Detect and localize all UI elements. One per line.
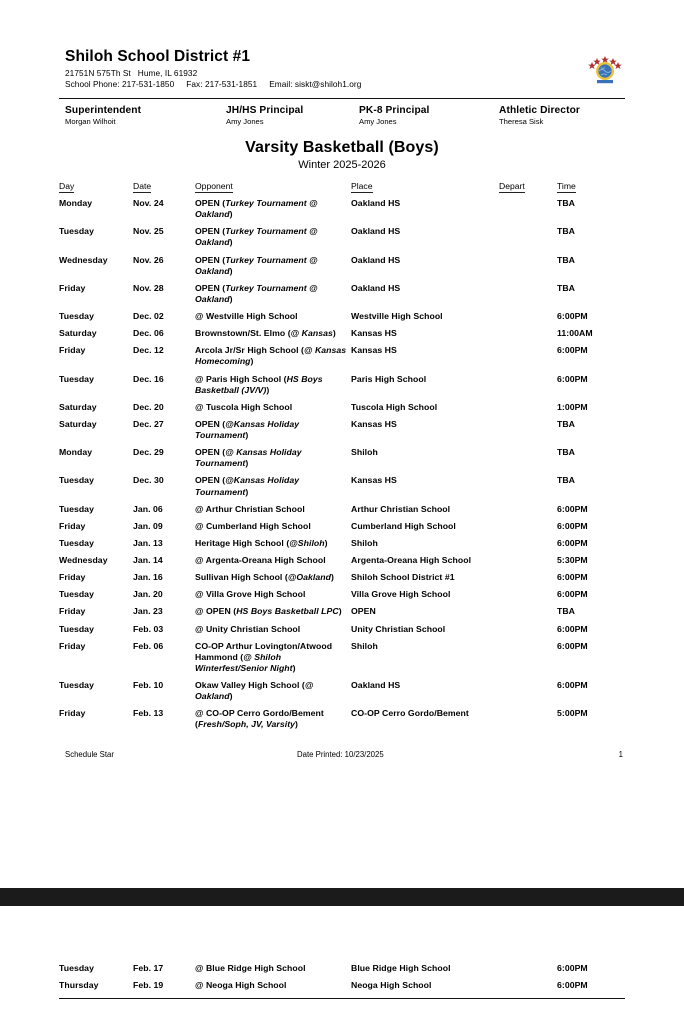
cell-place: Westville High School — [351, 311, 443, 321]
cell-day: Friday — [59, 282, 86, 293]
cell-place: Oakland HS — [351, 254, 401, 265]
opponent-name: OPEN ( — [195, 447, 226, 458]
table-row — [59, 195, 625, 223]
opponent-note-close: ) — [245, 430, 249, 440]
opponent-note: HS Boys Basketball LPC — [236, 606, 339, 617]
title-block — [59, 139, 625, 171]
table-row — [59, 342, 625, 370]
opponent-note: @Kansas Holiday Tournament — [195, 418, 300, 440]
cell-time: TBA — [557, 447, 576, 458]
table-row — [59, 472, 625, 500]
table-row — [59, 705, 625, 733]
district-name: Shiloh School District #1 — [65, 48, 251, 65]
cell-day: Tuesday — [59, 226, 94, 237]
cell-depart — [499, 399, 557, 416]
cell-date: Nov. 24 — [133, 198, 164, 208]
cell-opponent — [195, 603, 351, 620]
cell-date: Feb. 06 — [133, 640, 164, 651]
cell-depart — [499, 416, 557, 444]
cell-depart — [499, 977, 557, 994]
table-row — [59, 960, 625, 977]
opponent-note-close: ) — [245, 486, 249, 497]
cell-time: TBA — [557, 606, 576, 617]
cell-time: TBA — [557, 254, 576, 265]
opponent-note-close: ) — [250, 356, 254, 367]
cell-day: Tuesday — [59, 503, 94, 514]
cell-time: 6:00PM — [557, 345, 588, 356]
cell-place: Kansas HS — [351, 418, 397, 429]
cell-place: Oakland HS — [351, 198, 401, 208]
staff-superintendent — [65, 105, 226, 126]
cell-place: Shiloh — [351, 640, 378, 651]
cell-date: Dec. 06 — [133, 328, 164, 339]
opponent-note-close: ) — [229, 209, 233, 220]
opponent-name: Arcola Jr/Sr High School ( — [195, 345, 304, 356]
letterhead — [59, 0, 625, 99]
cell-time: 6:00PM — [557, 373, 588, 384]
cell-day: Friday — [59, 640, 86, 651]
table-row — [59, 399, 625, 416]
opponent-note: Turkey Tournament @ Oakland — [195, 254, 318, 276]
opponent-note-close: ) — [338, 606, 342, 617]
cell-date: Dec. 29 — [133, 447, 164, 458]
table-row — [59, 638, 625, 677]
opponent-name: OPEN ( — [195, 475, 226, 486]
cell-date: Jan. 23 — [133, 606, 163, 617]
cell-place: Oakland HS — [351, 226, 401, 237]
cell-date: Feb. 17 — [133, 963, 164, 973]
cell-place: Shiloh — [351, 537, 378, 548]
cell-place: Argenta-Oreana High School — [351, 555, 472, 565]
opponent-name: OPEN ( — [195, 282, 226, 293]
cell-date: Dec. 27 — [133, 418, 164, 429]
table-row — [59, 621, 625, 638]
opponent-note: @Oakland — [287, 572, 331, 583]
cell-day: Tuesday — [59, 475, 94, 486]
cell-day: Thursday — [59, 980, 99, 991]
cell-place: Arthur Christian School — [351, 503, 451, 514]
opponent-note: @ Kansas — [290, 328, 333, 339]
opponent-note: @ Shiloh Winterfest/Senior Night — [195, 651, 293, 673]
opponent-note-close: ) — [330, 572, 334, 583]
cell-date: Jan. 20 — [133, 589, 163, 600]
cell-opponent — [195, 280, 351, 308]
cell-time: 6:00PM — [557, 520, 588, 531]
cell-place: Kansas HS — [351, 345, 397, 356]
opponent-note-close: ) — [324, 537, 328, 548]
footer-page-number: 1 — [618, 749, 623, 759]
table-row — [59, 416, 625, 444]
cell-depart — [499, 371, 557, 399]
column-header-time: Time — [557, 181, 576, 191]
cell-day: Tuesday — [59, 589, 94, 600]
table-row — [59, 586, 625, 603]
cell-depart — [499, 280, 557, 308]
table-row — [59, 444, 625, 472]
page-separator-band — [0, 888, 684, 906]
cell-depart — [499, 518, 557, 535]
opponent-note: Turkey Tournament @ Oakland — [195, 198, 318, 220]
cell-depart — [499, 472, 557, 500]
cell-date: Dec. 30 — [133, 475, 164, 486]
cell-date: Jan. 16 — [133, 572, 163, 583]
opponent-name: CO-OP Arthur Lovington/Atwood Hammond ( — [195, 640, 333, 662]
cell-day: Tuesday — [59, 623, 94, 634]
table-row — [59, 308, 625, 325]
staff-title: Superintendent — [65, 105, 142, 116]
opponent-note-close: ) — [229, 691, 233, 702]
cell-opponent — [195, 960, 351, 977]
table-row — [59, 603, 625, 620]
cell-day: Wednesday — [59, 254, 108, 265]
column-header-date: Date — [133, 181, 152, 191]
opponent-note: @ Kansas Holiday Tournament — [195, 447, 302, 469]
opponent-name: @ Argenta-Oreana High School — [195, 555, 326, 565]
opponent-note-close: ) — [332, 328, 336, 339]
cell-date: Dec. 20 — [133, 401, 164, 412]
table-row — [59, 977, 625, 994]
cell-place: Oakland HS — [351, 282, 401, 293]
cell-date: Nov. 28 — [133, 282, 164, 293]
cell-time: TBA — [557, 198, 576, 208]
cell-time: TBA — [557, 475, 576, 486]
opponent-name: @ OPEN ( — [195, 606, 237, 617]
cell-day: Tuesday — [59, 963, 94, 973]
staff-row — [59, 105, 625, 126]
opponent-name: @ Westville High School — [195, 311, 298, 321]
cell-opponent — [195, 416, 351, 444]
cell-opponent — [195, 705, 351, 733]
opponent-name: Okaw Valley High School ( — [195, 680, 305, 690]
cell-depart — [499, 444, 557, 472]
cell-time: 6:00PM — [557, 640, 588, 651]
cell-time: TBA — [557, 282, 576, 293]
cell-opponent — [195, 569, 351, 586]
cell-time: 11:00AM — [557, 328, 593, 339]
cell-day: Friday — [59, 345, 86, 356]
table-row — [59, 280, 625, 308]
cell-place: CO-OP Cerro Gordo/Bement — [351, 708, 469, 719]
cell-day: Saturday — [59, 401, 97, 412]
cell-opponent — [195, 252, 351, 280]
cell-time: 5:00PM — [557, 708, 588, 719]
opponent-name: @ Villa Grove High School — [195, 589, 306, 600]
opponent-name: OPEN ( — [195, 418, 226, 429]
cell-date: Jan. 09 — [133, 520, 163, 531]
table-row — [59, 325, 625, 342]
cell-date: Jan. 14 — [133, 555, 163, 565]
cell-opponent — [195, 621, 351, 638]
cell-opponent — [195, 325, 351, 342]
cell-place: Tuscola High School — [351, 401, 438, 412]
schedule-table-page-two — [59, 960, 625, 994]
opponent-note-close: ) — [266, 384, 270, 395]
cell-depart — [499, 342, 557, 370]
opponent-name: Sullivan High School ( — [195, 572, 288, 583]
cell-place: OPEN — [351, 606, 376, 617]
cell-opponent — [195, 472, 351, 500]
cell-place: Paris High School — [351, 373, 427, 384]
cell-depart — [499, 705, 557, 733]
cell-depart — [499, 603, 557, 620]
cell-day: Monday — [59, 198, 93, 208]
cell-time: 6:00PM — [557, 537, 588, 548]
cell-opponent — [195, 501, 351, 518]
cell-place: Blue Ridge High School — [351, 963, 451, 973]
cell-place: Kansas HS — [351, 328, 397, 339]
cell-day: Monday — [59, 447, 93, 458]
page-title: Varsity Basketball (Boys) — [245, 139, 439, 156]
cell-place: Shiloh — [351, 447, 378, 458]
table-row — [59, 501, 625, 518]
cell-day: Friday — [59, 520, 86, 531]
cell-opponent — [195, 223, 351, 251]
page-footer — [59, 750, 625, 766]
cell-opponent — [195, 535, 351, 552]
opponent-note: Turkey Tournament @ Oakland — [195, 282, 318, 304]
cell-day: Saturday — [59, 328, 97, 339]
cell-time: 6:00PM — [557, 963, 588, 973]
cell-time: 6:00PM — [557, 980, 588, 991]
cell-day: Tuesday — [59, 311, 94, 321]
cell-time: 6:00PM — [557, 503, 588, 514]
cell-opponent — [195, 638, 351, 677]
opponent-note: Turkey Tournament @ Oakland — [195, 226, 318, 248]
letterhead-divider — [59, 98, 625, 99]
cell-opponent — [195, 371, 351, 399]
staff-title: Athletic Director — [499, 105, 580, 116]
cell-depart — [499, 308, 557, 325]
phone-label: School Phone: 217-531-1850 — [65, 79, 175, 89]
table-row — [59, 223, 625, 251]
cell-day: Friday — [59, 606, 86, 617]
cell-opponent — [195, 342, 351, 370]
table-row — [59, 371, 625, 399]
column-header-day: Day — [59, 181, 75, 191]
opponent-name: Heritage High School ( — [195, 537, 290, 548]
table-header-row — [59, 181, 625, 195]
footer-source: Schedule Star — [65, 749, 114, 759]
opponent-name: @ Tuscola High School — [195, 401, 293, 412]
district-address — [65, 68, 625, 78]
cell-date: Jan. 13 — [133, 537, 163, 548]
opponent-name: OPEN ( — [195, 226, 226, 237]
cell-depart — [499, 677, 557, 705]
cell-time: TBA — [557, 226, 576, 237]
cell-time: 6:00PM — [557, 623, 588, 634]
cell-date: Feb. 10 — [133, 680, 164, 690]
cell-depart — [499, 501, 557, 518]
city-state-zip: Hume, IL 61932 — [137, 68, 198, 78]
opponent-note-close: ) — [245, 458, 249, 469]
cell-opponent — [195, 586, 351, 603]
opponent-note-close: ) — [229, 265, 233, 276]
opponent-note-close: ) — [229, 237, 233, 248]
cell-date: Dec. 16 — [133, 373, 164, 384]
cell-opponent — [195, 977, 351, 994]
cell-date: Nov. 25 — [133, 226, 164, 237]
cell-place: Neoga High School — [351, 980, 432, 991]
cell-depart — [499, 325, 557, 342]
cell-day: Tuesday — [59, 373, 94, 384]
opponent-note-close: ) — [229, 293, 233, 304]
cell-date: Nov. 26 — [133, 254, 164, 265]
staff-person: Amy Jones — [359, 117, 397, 126]
staff-jhhs-principal — [226, 105, 359, 126]
cell-opponent — [195, 399, 351, 416]
cell-place: Cumberland High School — [351, 520, 456, 531]
cell-time: 6:00PM — [557, 311, 588, 321]
opponent-note: HS Boys Basketball (JV/V) — [195, 373, 323, 395]
school-emblem-icon — [581, 52, 629, 86]
cell-place: Kansas HS — [351, 475, 397, 486]
cell-place: Oakland HS — [351, 680, 401, 690]
staff-person: Theresa Sisk — [499, 117, 544, 126]
cell-place: Unity Christian School — [351, 623, 446, 634]
cell-day: Tuesday — [59, 680, 94, 690]
cell-day: Saturday — [59, 418, 97, 429]
cell-place: Villa Grove High School — [351, 589, 451, 600]
opponent-name: @ CO-OP Cerro Gordo/Bement ( — [195, 708, 324, 730]
cell-day: Wednesday — [59, 555, 108, 565]
email-label: Email: siskt@shiloh1.org — [269, 79, 362, 89]
opponent-name: @ Arthur Christian School — [195, 503, 305, 514]
street-address: 21751N 575Th St — [65, 68, 131, 78]
opponent-note: @Shiloh — [289, 537, 325, 548]
district-contact-line — [65, 79, 625, 89]
cell-depart — [499, 552, 557, 569]
cell-depart — [499, 960, 557, 977]
cell-date: Feb. 03 — [133, 623, 164, 634]
opponent-note-close: ) — [292, 662, 296, 673]
table-row — [59, 535, 625, 552]
cell-depart — [499, 621, 557, 638]
cell-time: 6:00PM — [557, 572, 588, 583]
table-row — [59, 518, 625, 535]
cell-date: Jan. 06 — [133, 503, 163, 514]
opponent-name: @ Cumberland High School — [195, 520, 311, 531]
opponent-note: @ Oakland — [195, 680, 314, 702]
staff-athletic-director — [499, 105, 619, 126]
cell-opponent — [195, 195, 351, 223]
table-bottom-divider — [59, 998, 625, 999]
opponent-note: Fresh/Soph, JV, Varsity — [197, 719, 296, 730]
cell-depart — [499, 252, 557, 280]
column-header-place: Place — [351, 181, 373, 191]
cell-depart — [499, 569, 557, 586]
cell-day: Friday — [59, 572, 86, 583]
schedule-table-page-one — [59, 181, 625, 734]
opponent-name: @ Neoga High School — [195, 980, 287, 991]
table-row — [59, 569, 625, 586]
cell-place: Shiloh School District #1 — [351, 572, 455, 583]
cell-day: Tuesday — [59, 537, 94, 548]
staff-pk8-principal — [359, 105, 499, 126]
cell-depart — [499, 223, 557, 251]
cell-opponent — [195, 677, 351, 705]
fax-label: Fax: 217-531-1851 — [186, 79, 258, 89]
staff-person: Amy Jones — [226, 117, 264, 126]
cell-time: 6:00PM — [557, 680, 588, 690]
season-subtitle: Winter 2025-2026 — [298, 159, 386, 171]
column-header-depart: Depart — [499, 181, 525, 191]
opponent-name: @ Unity Christian School — [195, 623, 301, 634]
cell-opponent — [195, 552, 351, 569]
staff-title: PK-8 Principal — [359, 105, 430, 116]
cell-time: 6:00PM — [557, 589, 588, 600]
cell-opponent — [195, 518, 351, 535]
cell-opponent — [195, 308, 351, 325]
cell-time: 1:00PM — [557, 401, 588, 412]
table-row — [59, 552, 625, 569]
cell-depart — [499, 638, 557, 677]
opponent-name: OPEN ( — [195, 198, 226, 208]
opponent-name: @ Paris High School ( — [195, 373, 287, 384]
cell-time: 5:30PM — [557, 555, 588, 565]
cell-opponent — [195, 444, 351, 472]
cell-date: Dec. 02 — [133, 311, 164, 321]
footer-date-printed: Date Printed: 10/23/2025 — [297, 749, 384, 759]
cell-depart — [499, 586, 557, 603]
opponent-name: OPEN ( — [195, 254, 226, 265]
staff-person: Morgan Wilhoit — [65, 117, 116, 126]
cell-depart — [499, 195, 557, 223]
table-row — [59, 252, 625, 280]
cell-time: TBA — [557, 418, 576, 429]
opponent-name: @ Blue Ridge High School — [195, 963, 306, 973]
cell-date: Feb. 19 — [133, 980, 164, 991]
opponent-note: @ Kansas Homecoming — [195, 345, 347, 367]
staff-title: JH/HS Principal — [226, 105, 304, 116]
column-header-opponent: Opponent — [195, 181, 233, 191]
table-row — [59, 677, 625, 705]
cell-depart — [499, 535, 557, 552]
cell-date: Feb. 13 — [133, 708, 164, 719]
document-page-two — [0, 906, 684, 1024]
opponent-note: @Kansas Holiday Tournament — [195, 475, 300, 497]
cell-day: Friday — [59, 708, 86, 719]
cell-date: Dec. 12 — [133, 345, 164, 356]
opponent-name: Brownstown/St. Elmo ( — [195, 328, 291, 339]
opponent-note-close: ) — [295, 719, 298, 730]
